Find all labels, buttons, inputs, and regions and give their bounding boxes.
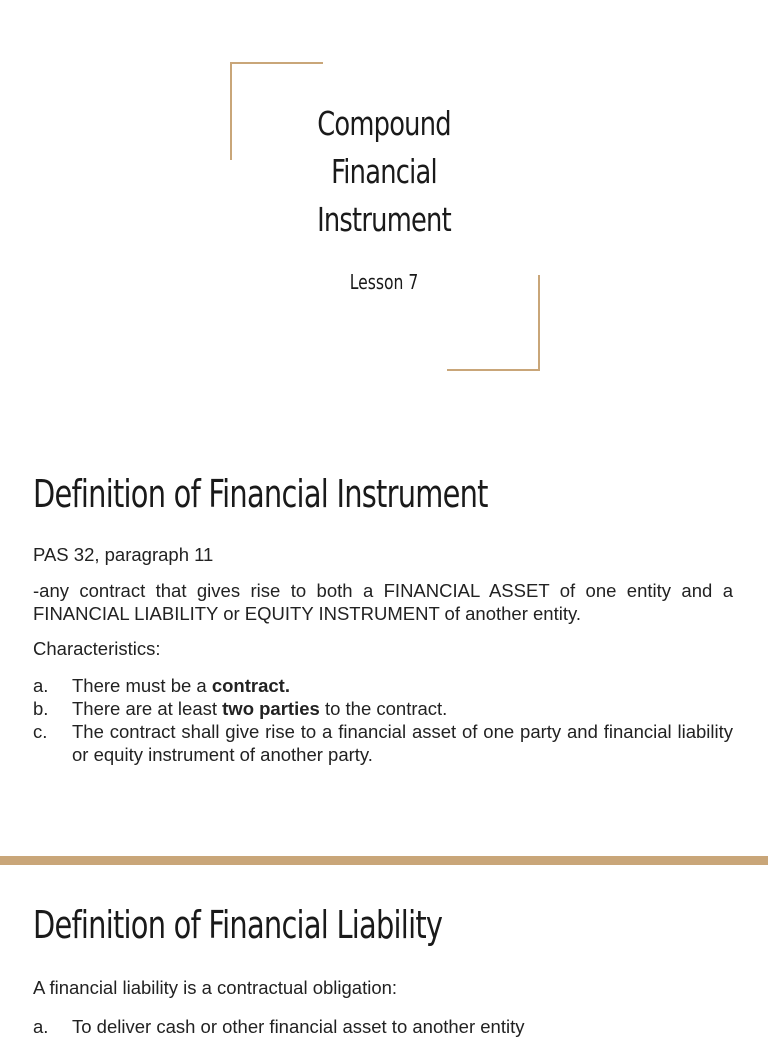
title-line: Financial	[331, 152, 437, 191]
item-text-tail: to the contract.	[319, 698, 448, 719]
intro-text: A financial liability is a contractual obligation:	[33, 977, 398, 998]
list-item	[33, 1015, 733, 1038]
title-line: Instrument	[317, 200, 451, 239]
slide-heading: Definition of Financial Liability	[33, 903, 443, 947]
item-bold-text: contract.	[211, 675, 290, 696]
list-marker: a.	[33, 1016, 49, 1037]
list-item	[33, 697, 733, 720]
list-item	[33, 674, 733, 697]
definition-text: -any contract that gives rise to both a FINANCIAL ASSET of one entity and a FINANCIAL LIABILITY or EQUITY INSTRUMENT of another entity.	[33, 580, 733, 624]
item-text: The contract shall give rise to a financial asset of one party and financial liability or equity instrument of another party.	[72, 721, 733, 765]
slide-heading: Definition of Financial Instrument	[33, 472, 488, 516]
presentation-title	[267, 100, 501, 244]
item-bold-text: two parties	[222, 698, 320, 719]
item-text: There must be a	[72, 675, 212, 696]
presentation-subtitle: Lesson 7	[349, 270, 419, 294]
corner-bracket-bottom-right	[447, 275, 540, 371]
characteristics-label: Characteristics:	[33, 638, 161, 659]
financial-liability-slide	[0, 865, 768, 1037]
slide-divider	[0, 856, 768, 865]
list-marker: c.	[33, 721, 48, 742]
list-marker: a.	[33, 675, 49, 696]
list-marker: b.	[33, 698, 49, 719]
list-item	[33, 720, 733, 766]
title-line: Compound	[317, 104, 451, 143]
characteristics-list	[33, 674, 733, 766]
item-text: There are at least	[72, 698, 223, 719]
obligation-list	[33, 1015, 733, 1038]
reference-text: PAS 32, paragraph 11	[33, 544, 214, 565]
item-text: To deliver cash or other financial asset to another entity	[72, 1016, 525, 1037]
financial-instrument-slide	[0, 430, 768, 856]
title-slide	[0, 0, 768, 430]
